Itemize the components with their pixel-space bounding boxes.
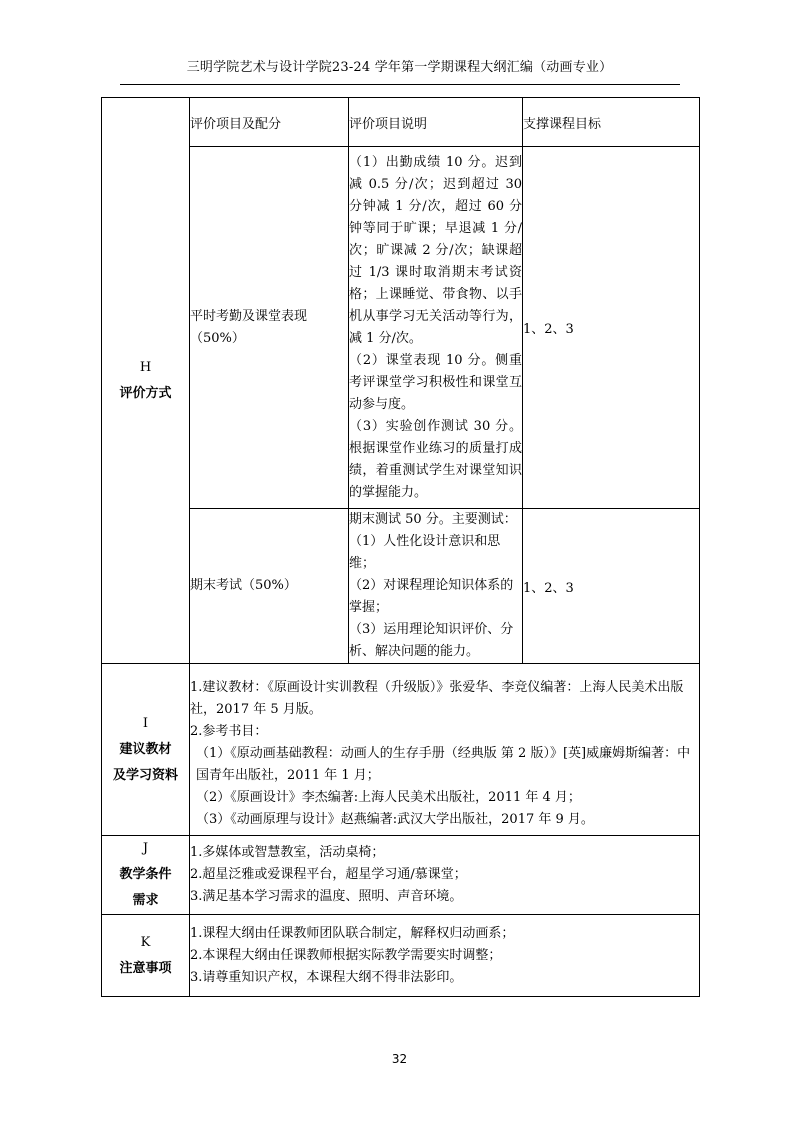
description-line: （2）课堂表现 10 分。侧重考评课堂学习积极性和课堂互动参与度。 xyxy=(349,352,522,412)
description-line: （1）出勤成绩 10 分。迟到减 0.5 分/次；迟到超过 30 分钟减 1 分/次，超过 60 分钟等同于旷课；早退减 1 分/次；旷课减 2 分/次；缺课超过 1/3 课时取消期末考试资格；上课睡觉、带食物、以手机从事学习无关活动等行为，减 1 分/次。 xyxy=(349,154,522,346)
description-line: （1）人性化设计意识和思维； xyxy=(349,534,501,571)
table-row xyxy=(102,915,700,997)
eval-goals-attendance: 1、2、3 xyxy=(523,147,700,509)
column-header-goals: 支撑课程目标 xyxy=(523,98,700,147)
section-j-letter: J xyxy=(142,841,149,856)
content-line: 1.建议教材：《原画设计实训教程（升级版）》张爱华、李竞仪编著：上海人民美术出版社，2017 年 5 月版。 xyxy=(190,679,684,717)
section-i-label-cell xyxy=(102,664,190,836)
eval-description-attendance xyxy=(349,147,523,509)
content-line: （2）《原画设计》李杰编著:上海人民美术出版社，2011 年 4 月； xyxy=(196,789,581,805)
table-row xyxy=(102,147,700,509)
content-line: 1.多媒体或智慧教室，活动桌椅； xyxy=(190,845,385,860)
section-k-letter: K xyxy=(140,934,151,950)
description-line: 期末测试 50 分。主要测试： xyxy=(349,512,517,527)
table-row xyxy=(102,664,700,836)
section-k-label-cell xyxy=(102,915,190,997)
content-line: 2.参考书目： xyxy=(190,723,268,739)
content-line: 1.课程大纲由任课教师团队联合制定，解释权归动画系； xyxy=(190,925,515,941)
section-i-label-line2: 及学习资料 xyxy=(112,767,178,783)
eval-item-attendance: 平时考勤及课堂表现（50%） xyxy=(190,147,349,509)
section-i-content xyxy=(190,664,700,836)
page-header-title: 三明学院艺术与设计学院23-24 学年第一学期课程大纲汇编（动画专业） xyxy=(186,60,613,75)
table-row xyxy=(102,98,700,147)
eval-item-final-exam: 期末考试（50%） xyxy=(190,509,349,664)
column-header-description: 评价项目说明 xyxy=(349,98,523,147)
description-line: （3）运用理论知识评价、分析、解决问题的能力。 xyxy=(349,622,514,659)
section-h-letter: H xyxy=(139,359,152,375)
header-divider xyxy=(120,84,680,85)
section-h-label: 评价方式 xyxy=(119,385,172,401)
section-j-label-line1: 教学条件 xyxy=(119,867,172,882)
syllabus-table xyxy=(101,97,700,997)
content-line: 3.请尊重知识产权，本课程大纲不得非法影印。 xyxy=(190,969,463,985)
eval-description-final-exam xyxy=(349,509,523,664)
description-line: （2）对课程理论知识体系的掌握； xyxy=(349,578,514,615)
section-j-content xyxy=(190,836,700,915)
column-header-item: 评价项目及配分 xyxy=(190,98,349,147)
content-line: 3.满足基本学习需求的温度、照明、声音环境。 xyxy=(190,889,463,904)
section-j-label-line2: 需求 xyxy=(132,893,159,908)
section-k-label: 注意事项 xyxy=(119,960,172,976)
content-line: （3）《动画原理与设计》赵燕编著:武汉大学出版社，2017 年 9 月。 xyxy=(196,811,594,827)
table-row xyxy=(102,836,700,915)
section-h-label-cell xyxy=(102,98,190,664)
eval-goals-final-exam: 1、2、3 xyxy=(523,509,700,664)
description-line: （3）实验创作测试 30 分。根据课堂作业练习的质量打成绩，着重测试学生对课堂知识的掌握能力。 xyxy=(349,418,522,500)
section-i-label-line1: 建议教材 xyxy=(119,741,172,757)
section-i-letter: I xyxy=(142,715,149,731)
content-line: （1）《原动画基础教程：动画人的生存手册（经典版 第 2 版）》[英]威廉姆斯编著：中国青年出版社，2011 年 1 月； xyxy=(196,745,691,783)
content-line: 2.超星泛雅或爱课程平台，超星学习通/慕课堂； xyxy=(190,867,467,882)
section-k-content xyxy=(190,915,700,997)
page-number: 32 xyxy=(391,1052,408,1066)
content-line: 2.本课程大纲由任课教师根据实际教学需要实时调整； xyxy=(190,947,502,963)
section-j-label-cell xyxy=(102,836,190,915)
table-row xyxy=(102,509,700,664)
